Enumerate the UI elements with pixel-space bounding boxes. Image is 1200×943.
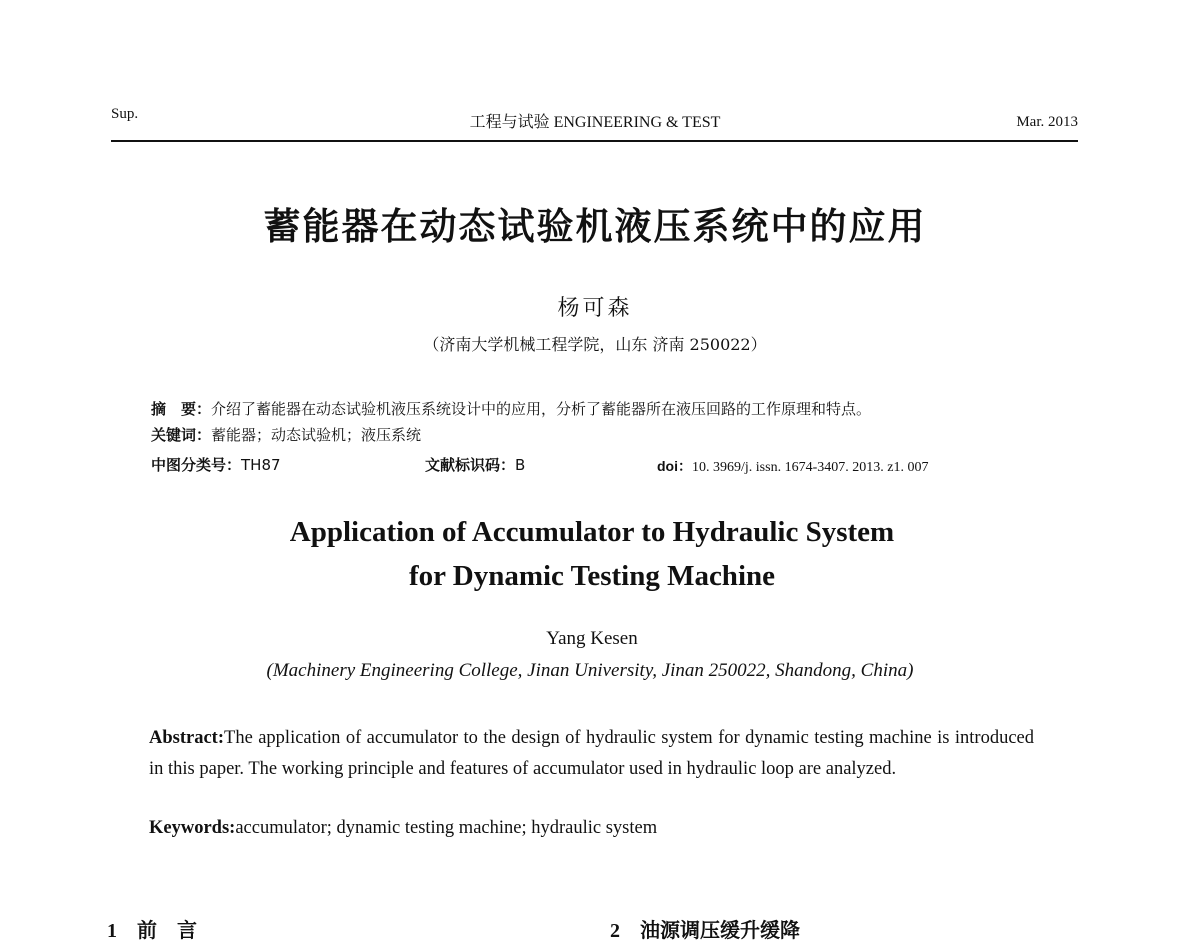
author-english: Yang Kesen: [546, 628, 638, 649]
document-code: [425, 454, 525, 475]
author-chinese: 杨可森: [557, 296, 633, 321]
abstract-chinese: [151, 398, 871, 419]
abstract-english-text: The application of accumulator to the design of hydraulic system for dynamic testing machine is introduced in this paper. The working principle and features of accumulator used in hydraulic loop are analyzed.: [149, 728, 1034, 779]
section-number: 2: [610, 920, 620, 942]
title-english-line2: for Dynamic Testing Machine: [409, 560, 775, 592]
doi: [657, 456, 928, 476]
affiliation-chinese: （济南大学机械工程学院，山东 济南 250022）: [423, 335, 767, 354]
abstract-chinese-label: 摘 要：: [151, 400, 212, 418]
title-english: [0, 510, 1184, 598]
document-code-label: 文献标识码：: [425, 456, 516, 474]
classification-label: 中图分类号：: [151, 456, 242, 474]
section-number: 1: [107, 920, 117, 942]
keywords-chinese: [151, 424, 421, 445]
title-chinese: 蓄能器在动态试验机液压系统中的应用: [263, 205, 927, 248]
section-title: 前 言: [137, 918, 197, 942]
keywords-english: [149, 818, 657, 839]
section-heading-introduction: [107, 914, 197, 943]
running-header-date: Mar. 2013: [1016, 114, 1078, 130]
abstract-chinese-text: 介绍了蓄能器在动态试验机液压系统设计中的应用，分析了蓄能器所在液压回路的工作原理和特点。: [211, 400, 872, 418]
abstract-english: [149, 723, 1034, 785]
section-title: 油源调压缓升缓降: [640, 918, 800, 942]
title-english-line1: Application of Accumulator to Hydraulic System: [289, 516, 895, 548]
classification-number: [151, 454, 281, 475]
header-rule: [111, 140, 1078, 142]
running-header-left: Sup.: [111, 106, 139, 122]
classification-value: TH87: [241, 456, 281, 474]
keywords-chinese-label: 关键词：: [151, 426, 212, 444]
document-code-value: B: [515, 456, 526, 474]
keywords-english-label: Keywords:: [149, 818, 236, 838]
doi-label: doi：: [657, 458, 692, 474]
abstract-english-label: Abstract:: [149, 728, 225, 748]
keywords-english-text: accumulator; dynamic testing machine; hydraulic system: [235, 818, 658, 838]
running-header-journal: 工程与试验 ENGINEERING & TEST: [469, 114, 721, 131]
section-heading-oil-source: [610, 914, 800, 943]
keywords-chinese-text: 蓄能器；动态试验机；液压系统: [211, 426, 422, 444]
doi-value: 10. 3969/j. issn. 1674-3407. 2013. z1. 007: [692, 460, 929, 475]
affiliation-english: (Machinery Engineering College, Jinan University, Jinan 250022, Shandong, China): [266, 660, 914, 681]
